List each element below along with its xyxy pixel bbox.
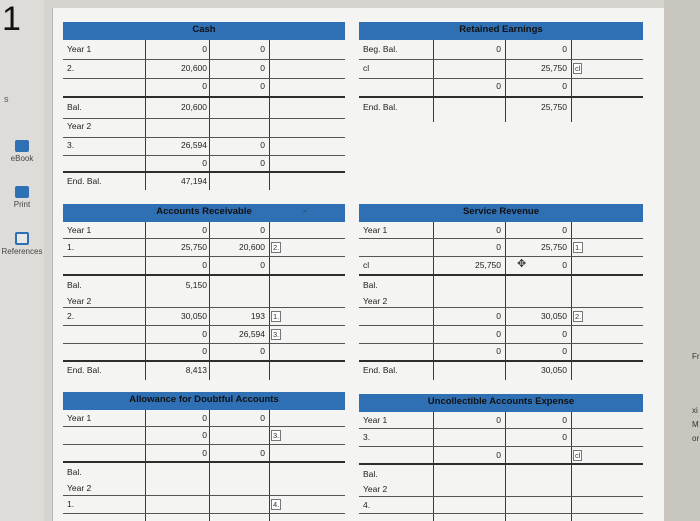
cash-bal: 20,600 [181, 102, 207, 112]
uncollectible-header [359, 394, 643, 412]
ar-debit-5[interactable]: 0 [202, 329, 207, 339]
cash-account [63, 22, 345, 190]
references-button[interactable] [0, 232, 44, 256]
sr-credit-6[interactable]: 0 [562, 346, 567, 356]
cash-credit-5[interactable]: 0 [260, 158, 265, 168]
sr-credit-4-tag[interactable]: 2. [575, 312, 582, 321]
al-credit-1[interactable]: 0 [260, 413, 265, 423]
sr-debit-4[interactable]: 0 [496, 311, 501, 321]
allowance-title: Allowance for Doubtful Accounts [129, 394, 279, 405]
ar-debit-1[interactable]: 0 [202, 225, 207, 235]
sr-credit-2-tag[interactable]: 1. [575, 243, 582, 252]
cash-title: Cash [192, 24, 216, 35]
al-debit-3[interactable]: 0 [202, 448, 207, 458]
re-credit-1[interactable]: 0 [562, 44, 567, 54]
al-label-year1: Year 1 [67, 413, 92, 423]
references-icon [15, 232, 29, 245]
ar-credit-5[interactable]: 26,594 [239, 329, 265, 339]
ar-debit-4[interactable]: 30,050 [181, 311, 207, 321]
sr-label-bal: Bal. [363, 280, 378, 290]
right-mark-2: xi [692, 406, 698, 415]
sr-credit-3[interactable]: 0 [562, 260, 567, 270]
t-accounts-sheet [52, 8, 665, 521]
book-icon [15, 140, 29, 152]
ar-label-1[interactable]: 1. [67, 242, 75, 252]
ar-credit-3[interactable]: 0 [260, 260, 265, 270]
ar-bal: 5,150 [185, 280, 207, 290]
printer-icon [15, 186, 29, 198]
sr-debit-3[interactable]: 25,750 [475, 260, 501, 270]
sr-credit-4[interactable]: 30,050 [541, 311, 567, 321]
sr-endbal: 30,050 [541, 365, 567, 375]
sr-label-year1: Year 1 [363, 225, 388, 235]
cash-debit-2[interactable]: 20,600 [181, 63, 207, 73]
ar-credit-6[interactable]: 0 [260, 346, 265, 356]
sr-debit-5[interactable]: 0 [496, 329, 501, 339]
cash-label-2[interactable]: 2. [67, 63, 75, 73]
accounts-receivable-account [63, 204, 345, 380]
retained-earnings-header [359, 22, 643, 40]
ar-credit-2-tag[interactable]: 2. [273, 243, 280, 252]
al-debit-2[interactable]: 0 [202, 430, 207, 440]
sr-label-year2: Year 2 [363, 296, 388, 306]
cash-debit-5[interactable]: 0 [202, 158, 207, 168]
ue-credit-3-tag[interactable]: cl [575, 451, 581, 460]
cash-label-3[interactable]: 3. [67, 140, 75, 150]
ar-debit-3[interactable]: 0 [202, 260, 207, 270]
rail-mark: s [4, 94, 9, 104]
cash-debit-4[interactable]: 26,594 [181, 140, 207, 150]
sr-credit-2[interactable]: 25,750 [541, 242, 567, 252]
re-label-beg: Beg. Bal. [363, 44, 398, 54]
uncollectible-expense-account [359, 394, 643, 521]
ar-credit-4[interactable]: 193 [250, 311, 265, 321]
cash-label-endbal: End. Bal. [67, 176, 102, 186]
ar-label-2[interactable]: 2. [67, 311, 75, 321]
ar-credit-2[interactable]: 20,600 [239, 242, 265, 252]
re-credit-3[interactable]: 0 [562, 81, 567, 91]
ar-debit-6[interactable]: 0 [202, 346, 207, 356]
al-credit-3[interactable]: 0 [260, 448, 265, 458]
ue-label-4[interactable]: 4. [363, 500, 371, 510]
cash-credit-2[interactable]: 0 [260, 63, 265, 73]
question-number: 1 [2, 0, 21, 38]
sr-debit-2[interactable]: 0 [496, 242, 501, 252]
ar-label-year1: Year 1 [67, 225, 92, 235]
cash-header [63, 22, 345, 40]
right-mark-4: or [692, 434, 700, 443]
retained-earnings-title: Retained Earnings [459, 24, 543, 35]
re-label-cl[interactable]: cl [363, 63, 370, 73]
service-revenue-header [359, 204, 643, 222]
re-endbal: 25,750 [541, 102, 567, 112]
ar-label-bal: Bal. [67, 280, 82, 290]
uncollectible-title: Uncollectible Accounts Expense [427, 396, 575, 407]
re-credit-2-tag[interactable]: cl [575, 64, 581, 73]
re-debit-1[interactable]: 0 [496, 44, 501, 54]
right-mark-1: Fr [692, 352, 700, 361]
al-credit-4-tag[interactable]: 4. [273, 500, 280, 509]
ebook-label: eBook [10, 154, 34, 163]
cash-label-bal: Bal. [67, 102, 82, 112]
ue-credit-2[interactable]: 0 [562, 432, 567, 442]
service-revenue-account [359, 204, 643, 380]
ue-credit-1[interactable]: 0 [562, 415, 567, 425]
sr-debit-6[interactable]: 0 [496, 346, 501, 356]
allowance-doubtful-account [63, 392, 345, 521]
sr-credit-5[interactable]: 0 [562, 329, 567, 339]
cash-label-year2: Year 2 [67, 121, 92, 131]
cash-credit-4[interactable]: 0 [260, 140, 265, 150]
move-cursor-icon: ✥ [517, 258, 527, 270]
cash-debit-1[interactable]: 0 [202, 44, 207, 54]
ebook-button[interactable] [0, 140, 44, 163]
al-label-year2: Year 2 [67, 483, 92, 493]
cash-endbal: 47,194 [181, 176, 207, 186]
ue-label-year1: Year 1 [363, 415, 388, 425]
cash-debit-3[interactable]: 0 [202, 81, 207, 91]
allowance-header [63, 392, 345, 410]
cash-label-year1: Year 1 [67, 44, 92, 54]
ar-debit-2[interactable]: 25,750 [181, 242, 207, 252]
retained-earnings-account [359, 22, 643, 122]
ue-label-3[interactable]: 3. [363, 432, 371, 442]
ue-debit-3[interactable]: 0 [496, 450, 501, 460]
references-label: References [1, 247, 43, 256]
ar-credit-4-tag[interactable]: 1. [273, 312, 280, 321]
ar-label-year2: Year 2 [67, 296, 92, 306]
ue-label-bal: Bal. [363, 469, 378, 479]
right-rail [664, 0, 700, 521]
al-credit-2-tag[interactable]: 3. [273, 431, 280, 440]
re-label-endbal: End. Bal. [363, 102, 398, 112]
al-debit-1[interactable]: 0 [202, 413, 207, 423]
ar-dash-icon: - [303, 206, 307, 217]
sr-credit-1[interactable]: 0 [562, 225, 567, 235]
ar-credit-1[interactable]: 0 [260, 225, 265, 235]
service-revenue-title: Service Revenue [462, 206, 540, 217]
cash-credit-3[interactable]: 0 [260, 81, 265, 91]
print-label: Print [13, 200, 31, 209]
cash-credit-1[interactable]: 0 [260, 44, 265, 54]
ue-label-year2: Year 2 [363, 484, 388, 494]
sr-label-cl[interactable]: cl [363, 260, 370, 270]
al-label-1[interactable]: 1. [67, 499, 75, 509]
ar-label-endbal: End. Bal. [67, 365, 102, 375]
left-rail [0, 0, 44, 521]
sr-debit-1[interactable]: 0 [496, 225, 501, 235]
re-credit-2[interactable]: 25,750 [541, 63, 567, 73]
print-button[interactable] [0, 186, 44, 209]
right-mark-3: M [692, 420, 699, 429]
ar-title: Accounts Receivable [156, 206, 252, 217]
re-debit-3[interactable]: 0 [496, 81, 501, 91]
sr-label-endbal: End. Bal. [363, 365, 398, 375]
al-label-bal: Bal. [67, 467, 82, 477]
ar-endbal: 8,413 [185, 365, 207, 375]
ue-debit-1[interactable]: 0 [496, 415, 501, 425]
ar-credit-5-tag[interactable]: 3. [273, 330, 280, 339]
